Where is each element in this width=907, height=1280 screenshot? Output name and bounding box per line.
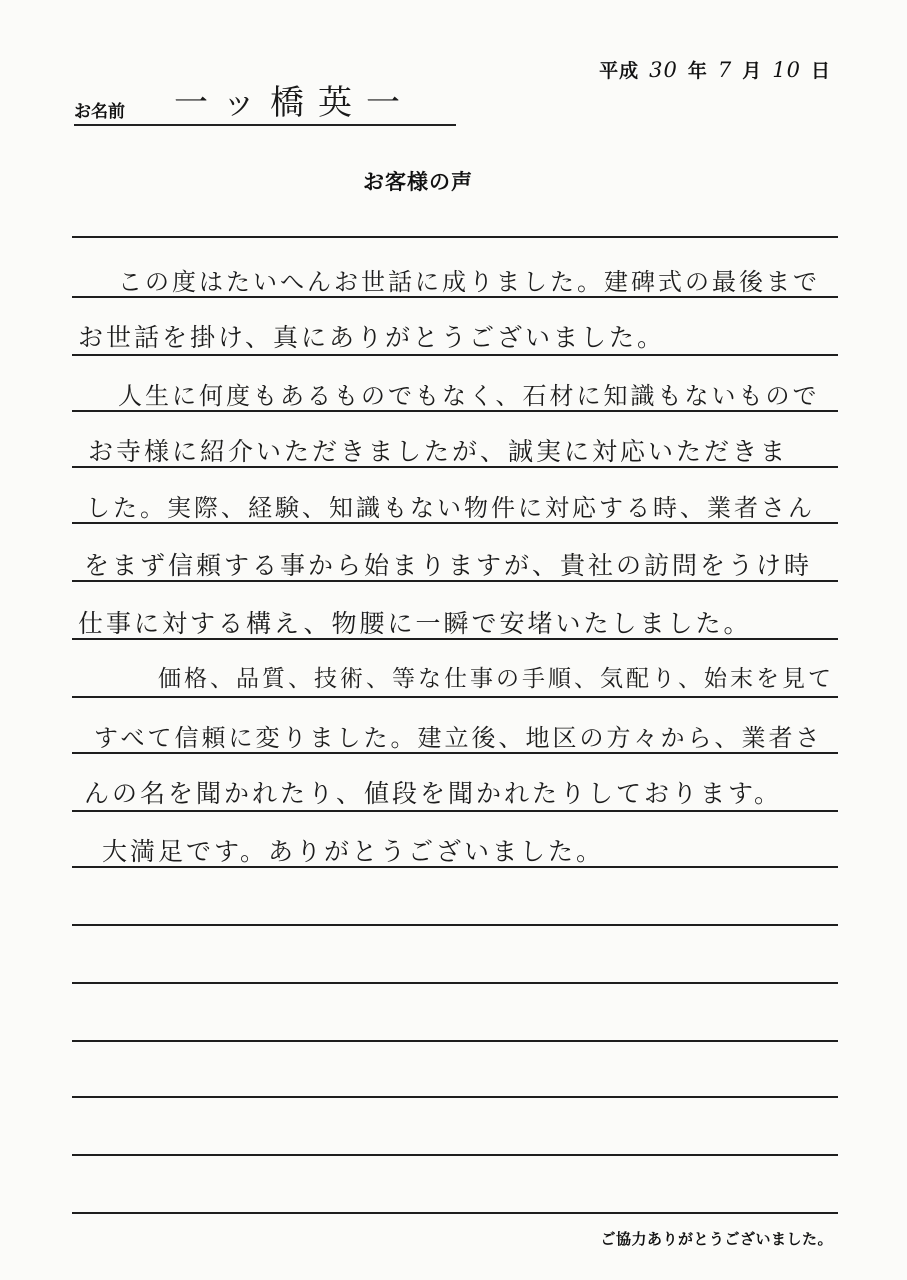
- date-year-unit: 年: [687, 60, 708, 82]
- date-year: 30: [649, 58, 678, 82]
- handwritten-line: 仕事に対する構え、物腰に一瞬で安堵いたしました。: [78, 609, 752, 638]
- rule-line: [72, 1154, 838, 1156]
- rule-line: [72, 1040, 838, 1042]
- date-month: 7: [717, 58, 733, 82]
- handwritten-line: 大満足です。ありがとうございました。: [102, 837, 605, 866]
- date-month-unit: 月: [742, 60, 763, 82]
- handwritten-line: お寺様に紹介いただきましたが、誠実に対応いただきま: [88, 437, 789, 466]
- rule-line: [72, 982, 838, 984]
- rule-line: [72, 696, 838, 698]
- name-value: 一ッ橋英一: [174, 83, 414, 123]
- handwritten-line: んの名を聞かれたり、値段を聞かれたりしております。: [84, 779, 783, 808]
- ruled-lines: [72, 0, 840, 1280]
- rule-line: [72, 236, 838, 238]
- handwritten-line: をまず信頼する事から始まりますが、貴社の訪問をうけ時: [84, 551, 813, 580]
- date-era: 平成: [599, 60, 640, 82]
- rule-line: [72, 354, 838, 356]
- date-day-unit: 日: [810, 60, 831, 82]
- handwritten-line: この度はたいへんお世話に成りました。建碑式の最後まで: [118, 268, 820, 296]
- page-title: お客様の声: [363, 170, 473, 194]
- name-label: お名前: [74, 102, 125, 122]
- rule-line: [72, 924, 838, 926]
- handwritten-line: した。実際、経験、知識もない物件に対応する時、業者さん: [86, 494, 815, 522]
- rule-line: [72, 1096, 838, 1098]
- date-day: 10: [772, 58, 801, 82]
- handwritten-line: 人生に何度もあるものでもなく、石材に知識もないもので: [118, 382, 820, 410]
- rule-line: [72, 810, 838, 812]
- handwritten-line: お世話を掛け、真にありがとうございました。: [78, 323, 666, 352]
- rule-line: [72, 1212, 838, 1214]
- handwritten-line: すべて信頼に変りました。建立後、地区の方々から、業者さ: [94, 724, 823, 752]
- footer-thanks: ご協力ありがとうございました。: [600, 1230, 833, 1248]
- handwritten-line: 価格、品質、技術、等な仕事の手順、気配り、始末を見て: [158, 666, 834, 692]
